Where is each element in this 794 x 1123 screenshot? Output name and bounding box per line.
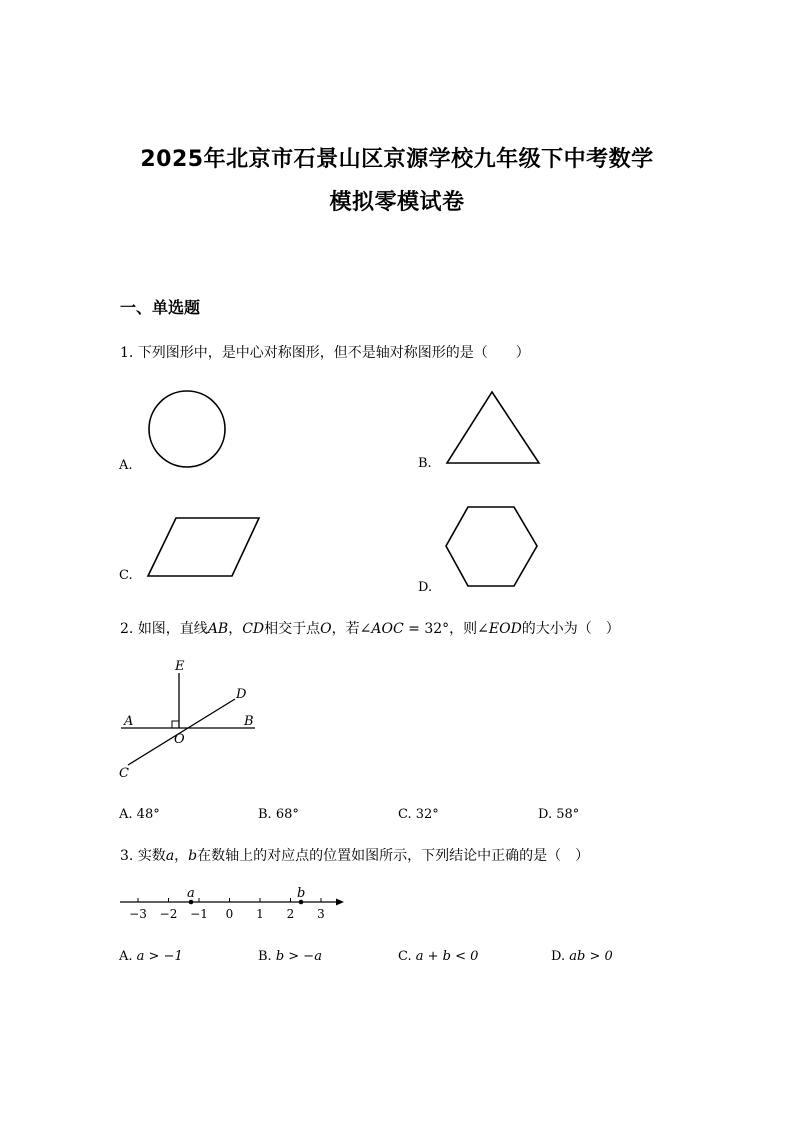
math-cd: CD: [242, 621, 265, 637]
tick-label: −1: [190, 907, 208, 921]
question-number: 3.: [120, 848, 134, 864]
option-label: D.: [551, 949, 566, 964]
question-text: 如图，直线: [137, 621, 208, 637]
q1-option-b-label[interactable]: B.: [418, 456, 432, 471]
question-text: 的大小为（ ）: [521, 621, 620, 637]
q3-option-b[interactable]: [258, 949, 322, 964]
option-label: B.: [258, 949, 272, 964]
label-b: B: [244, 714, 254, 729]
comma: ，: [228, 621, 243, 637]
option-value: b > −a: [275, 949, 322, 964]
option-label: A.: [119, 807, 133, 822]
math-eod: EOD: [488, 621, 522, 637]
q1-option-d-label[interactable]: D.: [418, 580, 433, 595]
number-line: [115, 882, 350, 924]
math-ab: AB: [207, 621, 229, 637]
question-1: [120, 342, 530, 362]
label-c: C: [119, 766, 129, 781]
right-angle-mark: [172, 721, 179, 728]
circle-icon: [140, 382, 240, 482]
math-o: O: [320, 621, 332, 637]
question-2: [120, 618, 620, 638]
parallelogram-icon: [140, 512, 270, 584]
q3-option-a[interactable]: [119, 949, 183, 964]
axis-arrow-icon: [336, 899, 344, 906]
q2-option-c[interactable]: [398, 807, 439, 822]
tick-label: −3: [129, 907, 147, 921]
option-value: 68°: [275, 807, 299, 822]
tick-label: 1: [256, 907, 264, 921]
option-label: C.: [398, 807, 412, 822]
q2-option-b[interactable]: [258, 807, 299, 822]
tick-label: −2: [159, 907, 178, 921]
q2-option-d[interactable]: [538, 807, 579, 822]
triangle-icon: [440, 385, 550, 470]
option-value: a + b < 0: [415, 949, 479, 964]
tick-label: 3: [317, 907, 325, 921]
q1-option-a-label[interactable]: A.: [119, 458, 133, 473]
question-text: 下列图形中，是中心对称图形，但不是轴对称图形的是（ ）: [137, 345, 530, 361]
label-o: O: [174, 732, 185, 747]
option-value: 32°: [415, 807, 439, 822]
tick-label: 0: [225, 907, 234, 921]
separator: ，: [174, 848, 189, 864]
label-a: A: [124, 714, 134, 729]
question-number: 2.: [120, 621, 134, 637]
option-value: 48°: [136, 807, 160, 822]
tick-label: 2: [286, 907, 295, 921]
label-e: E: [175, 659, 185, 674]
hexagon-icon: [440, 500, 545, 592]
q3-option-c[interactable]: [398, 949, 478, 964]
label-b: b: [297, 886, 306, 901]
question-text: 相交于点: [264, 621, 321, 637]
option-label: D.: [538, 807, 553, 822]
math-aoc: AOC: [371, 621, 404, 637]
math-b: b: [188, 848, 198, 864]
option-value: 58°: [556, 807, 580, 822]
option-label: A.: [119, 949, 133, 964]
option-label: C.: [398, 949, 412, 964]
question-text: 实数: [137, 848, 166, 864]
option-value: ab > 0: [569, 949, 613, 964]
question-number: 1.: [120, 345, 134, 361]
question-3: [120, 845, 589, 865]
section-heading: 一、单选题: [120, 298, 201, 317]
q3-option-d[interactable]: [551, 949, 613, 964]
page-title-line1: 2025年北京市石景山区京源学校九年级下中考数学: [140, 147, 654, 172]
question-text: = 32°，则∠: [403, 621, 489, 637]
question-text: ，若∠: [331, 621, 372, 637]
label-a: a: [187, 886, 195, 901]
label-d: D: [236, 687, 247, 702]
q1-option-c-label[interactable]: C.: [119, 568, 133, 583]
q2-option-a[interactable]: [119, 807, 160, 822]
math-a: a: [165, 848, 175, 864]
page-title-line2: 模拟零模试卷: [329, 190, 465, 215]
option-label: B.: [258, 807, 272, 822]
option-value: a > −1: [136, 949, 183, 964]
lines-figure: [115, 655, 265, 785]
question-text: 在数轴上的对应点的位置如图所示，下列结论中正确的是（ ）: [197, 848, 590, 864]
